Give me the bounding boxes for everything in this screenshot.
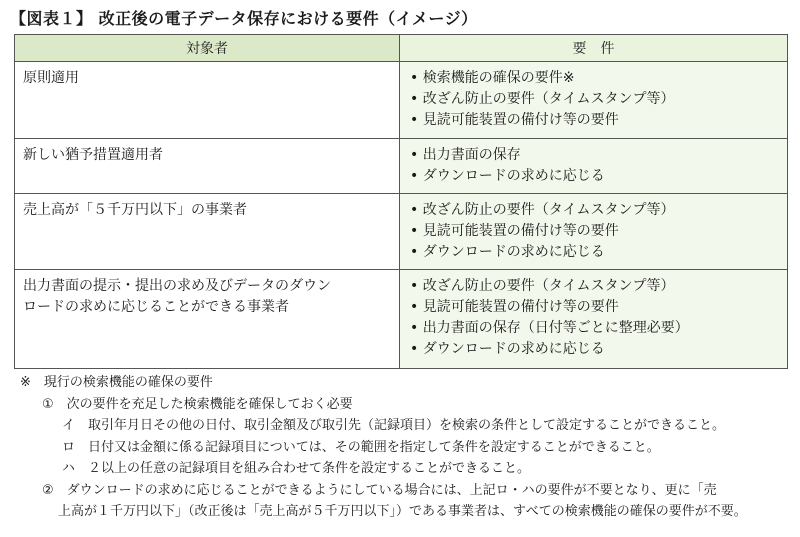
requirement-item: • 改ざん防止の要件（タイムスタンプ等） <box>410 89 779 110</box>
target-text: 原則適用 <box>23 70 79 86</box>
table-header-row <box>15 35 788 62</box>
requirements-table <box>14 34 788 369</box>
requirement-item: • 見読可能装置の備付け等の要件 <box>410 221 779 242</box>
header-requirements: 要 件 <box>400 35 788 62</box>
target-cell <box>15 62 400 139</box>
note-item-2-line2: 上高が１千万円以下」（改正後は「売上高が５千万円以下」）である事業者は、すべての検索機能の確保の要件が不要。 <box>58 504 747 519</box>
target-cell <box>15 139 400 194</box>
requirements-cell <box>400 139 788 194</box>
table-row <box>15 139 788 194</box>
requirement-item: • 検索機能の確保の要件※ <box>410 68 779 89</box>
requirements-cell <box>400 194 788 270</box>
target-text: 出力書面の提示・提出の求め及びデータのダウン <box>23 278 331 294</box>
target-text: 新しい猶予措置適用者 <box>23 147 163 163</box>
table-row <box>15 62 788 139</box>
requirement-item: • ダウンロードの求めに応じる <box>410 339 779 360</box>
requirement-item: • ダウンロードの求めに応じる <box>410 242 779 263</box>
requirement-item: • ダウンロードの求めに応じる <box>410 166 779 187</box>
requirements-cell <box>400 62 788 139</box>
target-cell <box>15 194 400 270</box>
requirements-cell <box>400 270 788 369</box>
requirement-item: • 出力書面の保存（日付等ごとに整理必要） <box>410 318 779 339</box>
note-sub-ha: ハ ２以上の任意の記録項目を組み合わせて条件を設定することができること。 <box>62 461 531 476</box>
requirement-item: • 見読可能装置の備付け等の要件 <box>410 297 779 318</box>
target-text: 売上高が「５千万円以下」の事業者 <box>23 202 247 218</box>
target-text: ロードの求めに応じることができる事業者 <box>23 299 289 315</box>
requirement-list <box>410 200 779 263</box>
header-target: 対象者 <box>15 35 400 62</box>
requirement-item: • 見読可能装置の備付け等の要件 <box>410 110 779 131</box>
note-sub-ro: ロ 日付又は金額に係る記録項目については、その範囲を指定して条件を設定することができること。 <box>62 439 660 455</box>
requirement-list <box>410 276 779 360</box>
footnotes <box>20 372 790 523</box>
requirement-item: • 改ざん防止の要件（タイムスタンプ等） <box>410 276 779 297</box>
table-row <box>15 270 788 369</box>
note-heading: ※ 現行の検索機能の確保の要件 <box>20 375 213 390</box>
requirement-list <box>410 145 779 187</box>
requirement-list <box>410 68 779 131</box>
figure-title: 【図表１】 改正後の電子データ保存における要件（イメージ） <box>10 9 478 28</box>
target-cell <box>15 270 400 369</box>
requirement-item: • 改ざん防止の要件（タイムスタンプ等） <box>410 200 779 221</box>
note-sub-i: イ 取引年月日その他の日付、取引金額及び取引先（記録項目）を検索の条件として設定することができること。 <box>62 418 726 433</box>
note-item-2-line1: ② ダウンロードの求めに応じることができるようにしている場合には、上記ロ・ハの要件が不要となり、更に「売 <box>42 482 717 498</box>
table-row <box>15 194 788 270</box>
requirement-item: • 出力書面の保存 <box>410 145 779 166</box>
note-item-1: ① 次の要件を充足した検索機能を確保しておく必要 <box>42 396 353 412</box>
